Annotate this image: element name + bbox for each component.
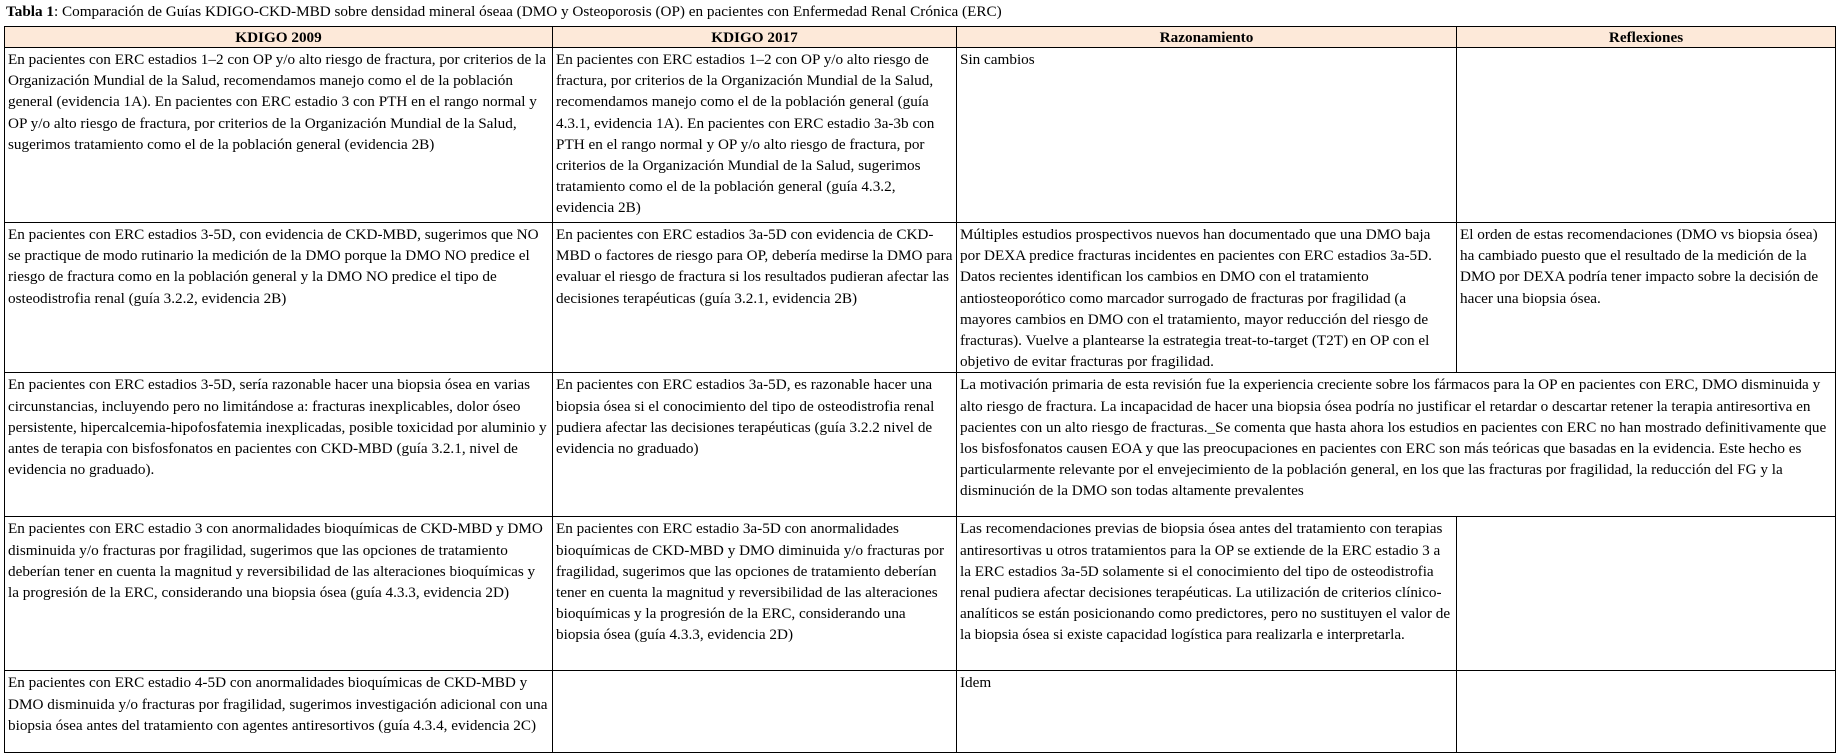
cell-kdigo-2017: En pacientes con ERC estadios 3a-5D, es razonable hacer una biopsia ósea si el conocimiento del tipo de osteodistrofia renal pudiera afectar las decisiones terapéuticas (guía 3.2.2 nivel de evidencia no graduado) (553, 373, 957, 517)
header-reflexiones: Reflexiones (1457, 27, 1836, 48)
cell-reflexiones (1457, 48, 1836, 223)
cell-razonamiento: Múltiples estudios prospectivos nuevos han documentado que una DMO baja por DEXA predice fracturas incidentes en pacientes con ERC estadios 3a-5D. Datos recientes identifican los cambios en DMO con el tratamiento antiosteoporótico como marcador surrogado de fracturas por fragilidad (a mayores cambios en DMO con el tratamiento, mayor reducción del riesgo de fracturas). Vuelve a plantearse la estrategia treat-to-target (T2T) en OP con el objetivo de evitar fracturas por fragilidad. (957, 223, 1457, 373)
kdigo-comparison-table (4, 26, 1836, 753)
table-row (5, 48, 1836, 223)
table-row (5, 223, 1836, 373)
cell-kdigo-2009: En pacientes con ERC estadios 1–2 con OP y/o alto riesgo de fractura, por criterios de la Organización Mundial de la Salud, recomendamos manejo como el de la población general (evidencia 1A). En pacientes con ERC estadio 3 con PTH en el rango normal y OP y/o alto riesgo de fractura, por criterios de la Organización Mundial de la Salud, sugerimos tratamiento como el de la población general (evidencia 2B) (5, 48, 553, 223)
cell-razonamiento: Sin cambios (957, 48, 1457, 223)
table-header-row (5, 27, 1836, 48)
table-row (5, 517, 1836, 671)
header-kdigo-2009: KDIGO 2009 (5, 27, 553, 48)
cell-razonamiento: Las recomendaciones previas de biopsia ósea antes del tratamiento con terapias antiresortivas u otros tratamientos para la OP se extiende de la ERC estadio 3 a la ERC estadios 3a-5D solamente si el conocimiento del tipo de osteodistrofia renal pudiera afectar decisiones terapéuticas. La utilización de criterios clínico-analíticos se están posicionando como predictores, pero no sustituyen el valor de la biopsia ósea si existe capacidad logística para realizarla e interpretarla. (957, 517, 1457, 671)
caption-text: : Comparación de Guías KDIGO-CKD-MBD sobre densidad mineral óseaa (DMO y Osteoporosis (OP) en pacientes con Enfermedad Renal Crónica (ERC) (53, 3, 1002, 20)
cell-kdigo-2017 (553, 671, 957, 753)
cell-kdigo-2017: En pacientes con ERC estadios 3a-5D con evidencia de CKD-MBD o factores de riesgo para OP, debería medirse la DMO para evaluar el riesgo de fractura si los resultados pudieran afectar las decisiones terapéuticas (guía 3.2.1, evidencia 2B) (553, 223, 957, 373)
cell-reflexiones: El orden de estas recomendaciones (DMO vs biopsia ósea) ha cambiado puesto que el resultado de la medición de la DMO por DEXA podría tener impacto sobre la decisión de hacer una biopsia ósea. (1457, 223, 1836, 373)
cell-kdigo-2009: En pacientes con ERC estadios 3-5D, con evidencia de CKD-MBD, sugerimos que NO se practique de modo rutinario la medición de la DMO porque la DMO NO predice el riesgo de fractura como en la población general y la DMO NO predice el tipo de osteodistrofia renal (guía 3.2.2, evidencia 2B) (5, 223, 553, 373)
cell-reflexiones (1457, 517, 1836, 671)
cell-kdigo-2009: En pacientes con ERC estadio 4-5D con anormalidades bioquímicas de CKD-MBD y DMO disminuida y/o fracturas por fragilidad, sugerimos investigación adicional con una biopsia ósea antes del tratamiento con agentes antiresortivos (guía 4.3.4, evidencia 2C) (5, 671, 553, 753)
cell-kdigo-2009: En pacientes con ERC estadios 3-5D, sería razonable hacer una biopsia ósea en varias circunstancias, incluyendo pero no limitándose a: fracturas inexplicables, dolor óseo persistente, hipercalcemia-hipofosfatemia inexplicadas, posible toxicidad por aluminio y antes de terapia con bisfosfonatos en pacientes con CKD-MBD (guía 3.2.1, nivel de evidencia no graduado). (5, 373, 553, 517)
table-caption (6, 3, 1002, 21)
cell-razonamiento-text: La motivación primaria de esta revisión fue la experiencia creciente sobre los fármacos para la OP en pacientes con ERC, DMO disminuida y alto riesgo de fractura. La incapacidad de hacer una biopsia ósea podría no justificar el retardar o descartar retener la terapia antiresortiva en pacientes con un alto riesgo de fracturas._Se comenta que hasta ahora los estudios en pacientes con ERC no han mostrado definitivamente que los bisfosfonatos causen EOA y que las preocupaciones en pacientes con ERC son más teóricas que basadas en la evidencia. Este hecho es particularmente relevante por el envejecimiento de la población general, en los que las fracturas por fragilidad, la reducción del FG y la disminución de la DMO son todas altamente prevalentes (960, 376, 1827, 500)
cell-kdigo-2009: En pacientes con ERC estadio 3 con anormalidades bioquímicas de CKD-MBD y DMO disminuida y/o fracturas por fragilidad, sugerimos que las opciones de tratamiento deberían tener en cuenta la magnitud y reversibilidad de las alteraciones bioquímicas y la progresión de la ERC, considerando una biopsia ósea (guía 4.3.3, evidencia 2D) (5, 517, 553, 671)
header-kdigo-2017: KDIGO 2017 (553, 27, 957, 48)
caption-label: Tabla 1 (6, 3, 54, 20)
cell-razonamiento: Idem (957, 671, 1457, 753)
table-row (5, 671, 1836, 753)
cell-kdigo-2017: En pacientes con ERC estadios 1–2 con OP y/o alto riesgo de fractura, por criterios de la Organización Mundial de la Salud, recomendamos manejo como el de la población general (guía 4.3.1, evidencia 1A). En pacientes con ERC estadio 3a-3b con PTH en el rango normal y OP y/o alto riesgo de fractura, por criterios de la Organización Mundial de la Salud, sugerimos tratamiento como el de la población general (guía 4.3.2, evidencia 2B) (553, 48, 957, 223)
header-razonamiento: Razonamiento (957, 27, 1457, 48)
cell-razonamiento-merged (957, 373, 1836, 517)
cell-reflexiones (1457, 671, 1836, 753)
cell-kdigo-2017: En pacientes con ERC estadio 3a-5D con anormalidades bioquímicas de CKD-MBD y DMO diminuida y/o fracturas por fragilidad, sugerimos que las opciones de tratamiento deberían tener en cuenta la magnitud y reversibilidad de las alteraciones bioquímicas y la progresión de la ERC, considerando una biopsia ósea (guía 4.3.3, evidencia 2D) (553, 517, 957, 671)
table-row (5, 373, 1836, 517)
